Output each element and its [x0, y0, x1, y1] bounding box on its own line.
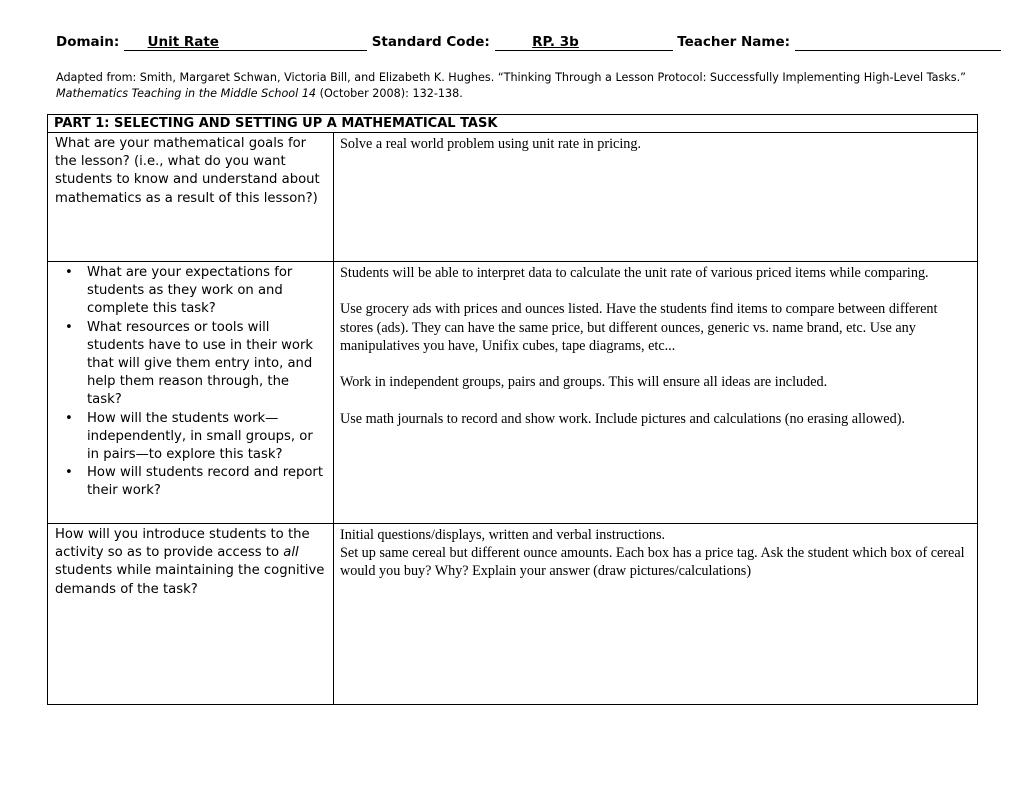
teacher-name-field[interactable]	[795, 34, 1001, 51]
question-expectations: What are your expectations for students as they work on and complete this task?	[87, 265, 293, 317]
table-row	[48, 524, 978, 705]
goals-answer: Solve a real world problem using unit rate in pricing.	[340, 136, 642, 152]
question-work-mode: How will the students work—independently, in small groups, or in pairs—to explore this task?	[87, 410, 313, 463]
introduction-question	[48, 524, 334, 705]
domain-field[interactable]	[124, 34, 367, 51]
table-row	[48, 262, 978, 524]
introduction-answer-cell[interactable]	[334, 524, 978, 705]
answer-work-mode: Work in independent groups, pairs and groups. This will ensure all ideas are included.	[340, 374, 828, 391]
teacher-name-label: Teacher Name:	[677, 34, 791, 50]
answer-resources: Use grocery ads with prices and ounces listed. Have the students find items to compare between different stores (ads). They can have the same price, but different ounces, generic vs. name brand, etc. Use any manipulatives you have, Unifix cubes, tape diagrams, etc...	[340, 301, 938, 354]
expectations-questions	[48, 262, 334, 524]
citation-date-pages: (October 2008): 132-138.	[316, 87, 463, 100]
standard-code-value: RP. 3b	[532, 34, 579, 50]
citation	[56, 70, 986, 102]
introduction-answer-line-1: Initial questions/displays, written and verbal instructions.	[340, 527, 666, 543]
introduction-question-emphasis: all	[283, 545, 299, 561]
question-resources: What resources or tools will students have to use in their work that will give them entry into, and help them reason through, the task?	[87, 319, 314, 408]
domain-label: Domain:	[56, 34, 120, 50]
introduction-question-text-1: How will you introduce students to the activity so as to provide access to	[55, 527, 310, 561]
answer-record-report: Use math journals to record and show work. Include pictures and calculations (no erasing allowed).	[340, 410, 905, 427]
table-row	[48, 133, 978, 262]
bullet-icon: •	[65, 265, 73, 280]
citation-journal: Mathematics Teaching in the Middle School 14	[56, 87, 317, 100]
list-item	[65, 319, 327, 410]
citation-line-1: Adapted from: Smith, Margaret Schwan, Victoria Bill, and Elizabeth K. Hughes. “Thinking Through a Lesson Protocol: Successfully Implementing High-Level Tasks.”	[56, 71, 966, 84]
question-record-report: How will students record and report their work?	[87, 465, 324, 499]
lesson-planning-table	[47, 114, 978, 705]
list-item	[65, 464, 327, 500]
bullet-icon: •	[65, 319, 73, 335]
goals-question: What are your mathematical goals for the lesson? (i.e., what do you want students to know and understand about mathematics as a result of this lesson?)	[48, 133, 334, 262]
list-item	[65, 264, 327, 319]
bullet-icon: •	[65, 465, 73, 481]
question-list	[55, 264, 327, 501]
standard-code-field[interactable]	[495, 34, 673, 51]
introduction-answer-line-2: Set up same cereal but different ounce amounts. Each box has a price tag. Ask the student which box of cereal would you buy? Why? Explain your answer (draw pictures/calculations)	[340, 545, 965, 580]
answer-expectations: Students will be able to interpret data to calculate the unit rate of various priced items while comparing.	[340, 265, 929, 281]
citation-line-2	[56, 86, 986, 102]
bullet-icon: •	[65, 410, 73, 426]
domain-value: Unit Rate	[147, 34, 219, 50]
goals-answer-cell[interactable]	[334, 133, 978, 262]
introduction-question-text-2: students while maintaining the cognitive demands of the task?	[55, 563, 325, 597]
expectations-answer-cell[interactable]	[334, 262, 978, 524]
form-header	[56, 34, 986, 51]
list-item	[65, 410, 327, 465]
part-title: PART 1: SELECTING AND SETTING UP A MATHEMATICAL TASK	[48, 115, 978, 133]
standard-code-label: Standard Code:	[371, 34, 490, 50]
